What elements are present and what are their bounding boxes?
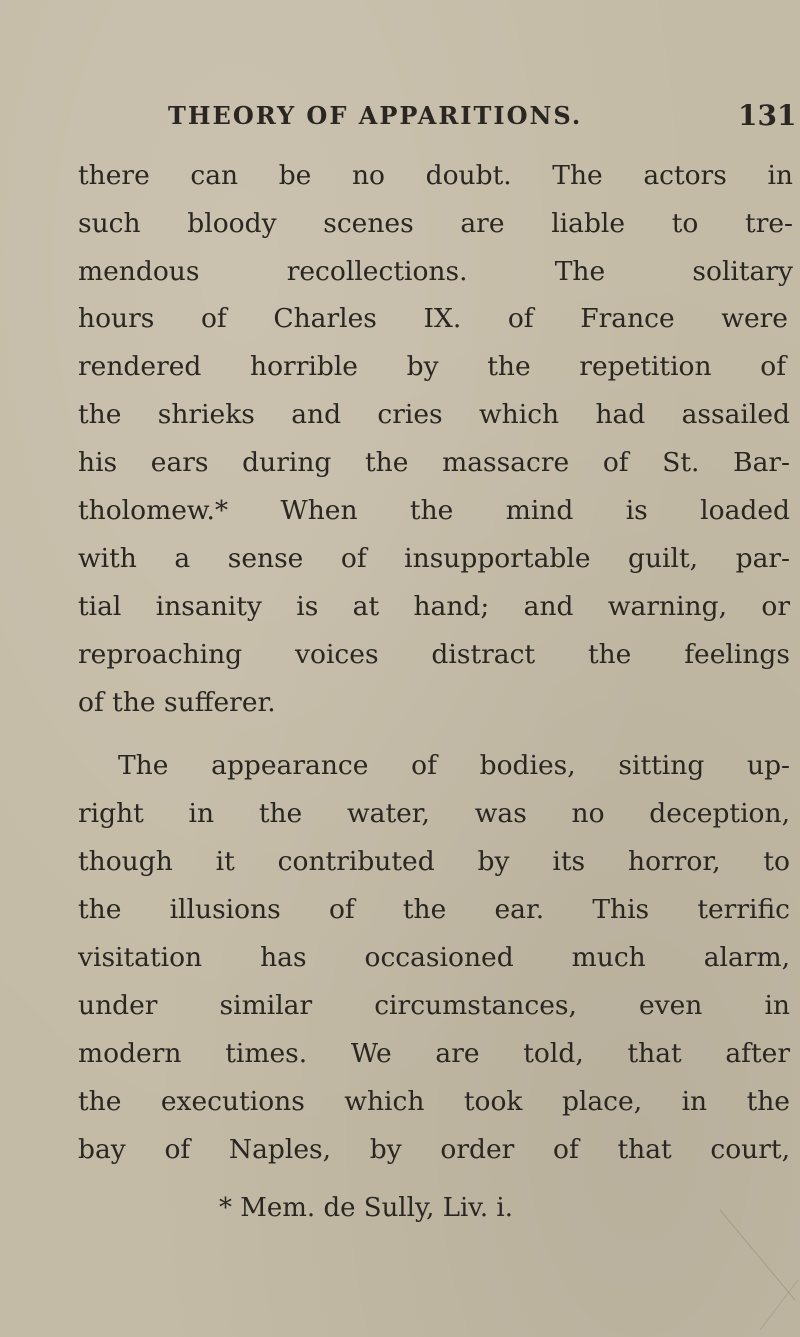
- text-line: tial insanity is at hand; and warning, or: [78, 591, 790, 622]
- text-line: hours of Charles IX. of France were: [78, 303, 788, 334]
- running-title: THEORY OF APPARITIONS.: [168, 101, 583, 130]
- text-line: the illusions of the ear. This terrific: [78, 894, 790, 925]
- footnote: * Mem. de Sully, Liv. i.: [219, 1193, 513, 1223]
- text-line: mendous recollections. The solitary: [78, 256, 793, 287]
- text-line: there can be no doubt. The actors in: [78, 160, 793, 191]
- text-line: visitation has occasioned much alarm,: [78, 942, 790, 973]
- text-line: right in the water, was no deception,: [78, 798, 790, 829]
- text-line: the shrieks and cries which had assailed: [78, 399, 790, 430]
- text-line: though it contributed by its horror, to: [78, 846, 790, 877]
- text-line: modern times. We are told, that after: [78, 1038, 790, 1069]
- page-crease-mark: [700, 1190, 800, 1337]
- text-line: the executions which took place, in the: [78, 1086, 790, 1117]
- text-line: tholomew.* When the mind is loaded: [78, 495, 790, 526]
- text-line: of the sufferer.: [78, 687, 276, 718]
- text-line: reproaching voices distract the feelings: [78, 639, 790, 670]
- text-line: bay of Naples, by order of that court,: [78, 1134, 790, 1165]
- text-line: under similar circumstances, even in: [78, 990, 790, 1021]
- text-line: with a sense of insupportable guilt, par-: [78, 543, 790, 574]
- page-number: 131: [738, 99, 797, 132]
- text-line: his ears during the massacre of St. Bar-: [78, 447, 790, 478]
- text-line: The appearance of bodies, sitting up-: [118, 750, 790, 781]
- text-line: such bloody scenes are liable to tre-: [78, 208, 793, 239]
- text-line: rendered horrible by the repetition of: [78, 351, 786, 382]
